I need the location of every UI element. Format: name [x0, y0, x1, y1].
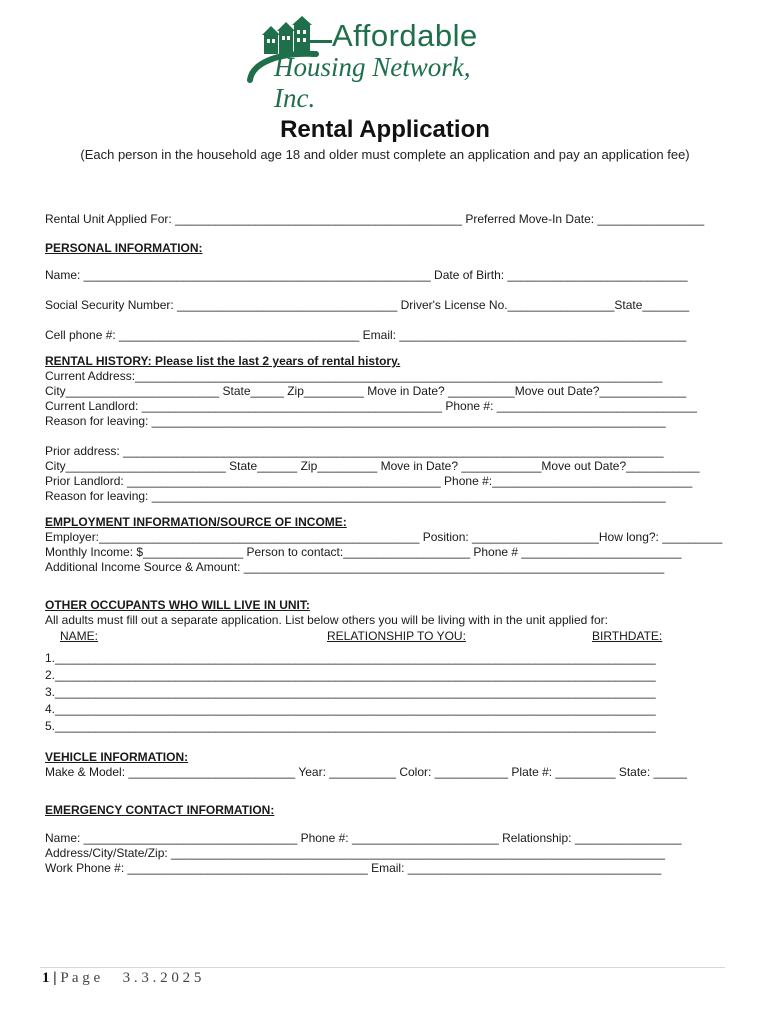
occupant-row[interactable]: 4.__________________________________________________________________________________________ — [45, 702, 656, 716]
personal-info-heading: PERSONAL INFORMATION: — [45, 241, 203, 255]
occupants-note: All adults must fill out a separate application. List below others you will be living with in the unit applied for: — [45, 613, 608, 627]
vehicle-heading: VEHICLE INFORMATION: — [45, 750, 189, 764]
phone-email-line[interactable]: Cell phone #: ____________________________________ Email: ___________________________________________ — [45, 328, 687, 342]
ssn-license-line[interactable]: Social Security Number: _________________________________ Driver's License No.________________State_______ — [45, 298, 690, 312]
occupants-col-birthdate: BIRTHDATE: — [592, 629, 663, 643]
occupant-row[interactable]: 3.__________________________________________________________________________________________ — [45, 685, 656, 699]
footer-date: 3 . 3 . 2 0 2 5 — [122, 970, 202, 986]
occupants-col-relationship: RELATIONSHIP TO YOU: — [327, 629, 466, 643]
page-title: Rental Application — [280, 116, 490, 143]
prior-landlord-line[interactable]: Prior Landlord: _______________________________________________ Phone #:______________________________ — [45, 474, 693, 488]
footer-divider — [40, 967, 725, 968]
page-footer: 1 | P a g e 3 . 3 . 2 0 2 5 — [42, 970, 202, 986]
rental-history-heading: RENTAL HISTORY: Please list the last 2 years of rental history. — [45, 354, 401, 368]
emergency-work-phone-line[interactable]: Work Phone #: ____________________________________ Email: ______________________________________ — [45, 861, 662, 875]
emergency-heading: EMERGENCY CONTACT INFORMATION: — [45, 803, 275, 817]
emergency-address-line[interactable]: Address/City/State/Zip: __________________________________________________________________________ — [45, 846, 665, 860]
occupants-heading: OTHER OCCUPANTS WHO WILL LIVE IN UNIT: — [45, 598, 310, 612]
occupants-col-name: NAME: — [60, 629, 99, 643]
employment-heading: EMPLOYMENT INFORMATION/SOURCE OF INCOME: — [45, 515, 347, 529]
current-address-line[interactable]: Current Address:_______________________________________________________________________________ — [45, 369, 663, 383]
logo-text-affordable: Affordable — [332, 18, 478, 53]
occupant-row[interactable]: 5.__________________________________________________________________________________________ — [45, 719, 656, 733]
emergency-name-line[interactable]: Name: ________________________________ Phone #: ______________________ Relationship: ________________ — [45, 831, 682, 845]
page-number: 1 — [42, 970, 50, 986]
occupant-row[interactable]: 1.__________________________________________________________________________________________ — [45, 651, 656, 665]
page-subtitle: (Each person in the household age 18 and older must complete an application and pay an application fee) — [80, 147, 690, 162]
additional-income-line[interactable]: Additional Income Source & Amount: _______________________________________________________________ — [45, 560, 665, 574]
employer-line[interactable]: Employer:________________________________________________ Position: ___________________How long?: _________ — [45, 530, 723, 544]
current-landlord-line[interactable]: Current Landlord: _____________________________________________ Phone #: ______________________________ — [45, 399, 697, 413]
prior-reason-line[interactable]: Reason for leaving: _____________________________________________________________________________ — [45, 489, 666, 503]
prior-city-line[interactable]: City________________________ State______ Zip_________ Move in Date? ____________Move out Date?___________ — [45, 459, 700, 473]
company-logo — [246, 14, 516, 113]
vehicle-line[interactable]: Make & Model: _________________________ Year: __________ Color: ___________ Plate #: _________ State: _____ — [45, 765, 687, 779]
page-label: P a g e — [60, 970, 101, 986]
logo-text-housing-network: Housing Network, Inc. — [274, 52, 471, 113]
occupant-row[interactable]: 2.__________________________________________________________________________________________ — [45, 668, 656, 682]
income-line[interactable]: Monthly Income: $_______________ Person to contact:___________________ Phone # ________________________ — [45, 545, 682, 559]
rental-unit-line[interactable]: Rental Unit Applied For: ___________________________________________ Preferred Move-In Date: ________________ — [45, 212, 705, 226]
name-dob-line[interactable]: Name: ____________________________________________________ Date of Birth: ___________________________ — [45, 268, 688, 282]
current-city-line[interactable]: City_______________________ State_____ Zip_________ Move in Date? __________Move out Date?_____________ — [45, 384, 687, 398]
prior-address-line[interactable]: Prior address: _________________________________________________________________________________ — [45, 444, 664, 458]
current-reason-line[interactable]: Reason for leaving: _____________________________________________________________________________ — [45, 414, 666, 428]
